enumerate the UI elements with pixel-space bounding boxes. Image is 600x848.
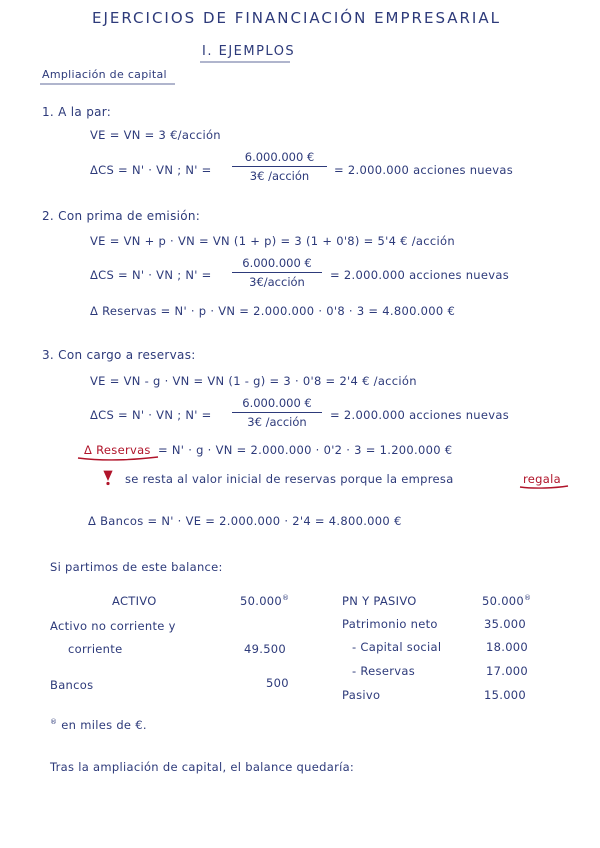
case1-line2-left: ΔCS = N' · VN ; N' =	[90, 163, 212, 177]
activo-row-value: 49.500	[244, 642, 287, 656]
pn-row-value: 18.000	[486, 640, 529, 654]
pn-total	[482, 594, 531, 608]
footnote-text: en miles de €.	[61, 718, 147, 732]
case3-frac-den: 3€ /acción	[247, 415, 307, 429]
case1-frac-den: 3€ /acción	[249, 169, 310, 183]
reservas-red-underline	[78, 457, 158, 460]
case3-line2-right: = 2.000.000 acciones nuevas	[330, 408, 510, 422]
case2-line3: Δ Reservas = N' · p · VN = 2.000.000 · 0'8 · 3 = 4.800.000 €	[90, 304, 456, 318]
section-heading: Ampliación de capital	[42, 68, 167, 81]
case2-line2-right: = 2.000.000 acciones nuevas	[330, 268, 510, 282]
activo-total	[240, 594, 289, 608]
case1-frac-bar	[232, 166, 327, 167]
pn-row-label: Patrimonio neto	[342, 617, 438, 631]
page-subtitle: I. EJEMPLOS	[202, 44, 296, 59]
case3-label: 3. Con cargo a reservas:	[42, 348, 196, 362]
case2-line2-left: ΔCS = N' · VN ; N' =	[90, 268, 212, 282]
case3-line3-rest: = N' · g · VN = 2.000.000 · 0'2 · 3 = 1.200.000 €	[158, 443, 453, 457]
case3-reservas-red: Δ Reservas	[84, 443, 151, 457]
case1-fraction	[232, 150, 327, 183]
pn-row-label: - Capital social	[352, 640, 442, 654]
closing-line: Tras la ampliación de capital, el balance quedaría:	[50, 760, 355, 774]
case2-frac-den: 3€/acción	[249, 275, 305, 289]
case2-label: 2. Con prima de emisión:	[42, 209, 201, 223]
exclamation-warning-icon	[102, 470, 114, 486]
pn-total-value: 50.000	[482, 594, 525, 608]
pn-row-value: 17.000	[486, 664, 529, 678]
case2-frac-bar	[232, 272, 322, 273]
case3-frac-num: 6.000.000 €	[242, 396, 312, 410]
case3-line2-left: ΔCS = N' · VN ; N' =	[90, 408, 212, 422]
pn-row-value: 35.000	[484, 617, 527, 631]
case3-note-end: regala	[523, 472, 561, 486]
pn-row-value: 15.000	[484, 688, 527, 702]
case1-label: 1. A la par:	[42, 105, 112, 119]
case3-line4: Δ Bancos = N' · VE = 2.000.000 · 2'4 = 4.800.000 €	[88, 514, 402, 528]
case3-fraction	[232, 396, 322, 429]
case3-note: se resta al valor inicial de reservas porque la empresa	[125, 472, 454, 486]
activo-total-value: 50.000	[240, 594, 283, 608]
pn-header: PN Y PASIVO	[342, 594, 417, 608]
page-title: EJERCICIOS DE FINANCIACIÓN EMPRESARIAL	[92, 9, 501, 27]
case1-line2-right: = 2.000.000 acciones nuevas	[334, 163, 514, 177]
footnote-marker: ®	[50, 718, 58, 727]
case3-frac-bar	[232, 412, 322, 413]
activo-row-label: Bancos	[50, 678, 94, 692]
balance-intro: Si partimos de este balance:	[50, 560, 223, 574]
case2-line1: VE = VN + p · VN = VN (1 + p) = 3 (1 + 0'8) = 5'4 € /acción	[90, 234, 455, 248]
pn-total-marker: ®	[524, 594, 532, 603]
case2-frac-num: 6.000.000 €	[242, 256, 312, 270]
activo-row-value: 500	[266, 676, 289, 690]
case1-frac-num: 6.000.000 €	[244, 150, 315, 164]
activo-total-marker: ®	[282, 594, 290, 603]
case3-line1: VE = VN - g · VN = VN (1 - g) = 3 · 0'8 = 2'4 € /acción	[90, 374, 417, 388]
activo-header: ACTIVO	[112, 594, 157, 608]
activo-row-label: Activo no corriente y	[50, 619, 176, 633]
footnote	[50, 718, 147, 732]
activo-row-label: corriente	[68, 642, 123, 656]
case2-fraction	[232, 256, 322, 289]
case1-line1: VE = VN = 3 €/acción	[90, 128, 221, 142]
pn-row-label: Pasivo	[342, 688, 381, 702]
pn-row-label: - Reservas	[352, 664, 415, 678]
regala-red-underline	[520, 486, 568, 488]
